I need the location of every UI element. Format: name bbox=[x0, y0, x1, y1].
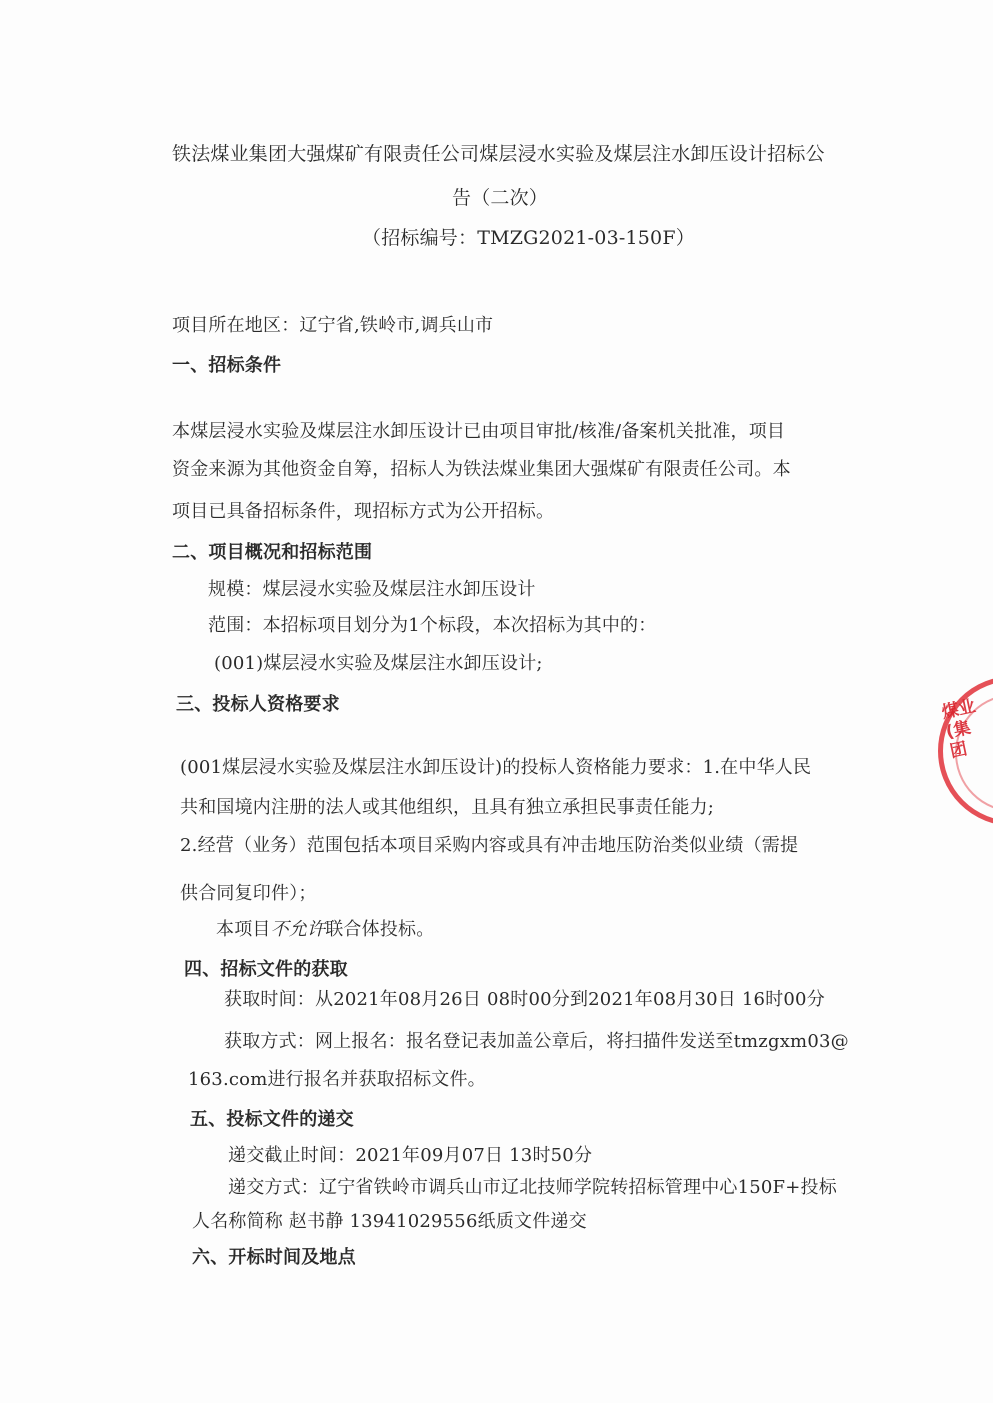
section-4-heading: 四、招标文件的获取 bbox=[184, 959, 348, 980]
section-4-method: 获取方式：网上报名：报名登记表加盖公章后，将扫描件发送至tmzgxm03@ bbox=[224, 1031, 849, 1052]
section-5-method: 递交方式：辽宁省铁岭市调兵山市辽北技师学院转招标管理中心150F+投标 bbox=[228, 1177, 837, 1198]
project-location: 项目所在地区：辽宁省,铁岭市,调兵山市 bbox=[172, 315, 494, 336]
consortium-prefix: 本项目 bbox=[216, 919, 271, 940]
section-3-heading: 三、投标人资格要求 bbox=[176, 694, 340, 715]
section-3-text-line: 供合同复印件）； bbox=[180, 883, 317, 904]
section-2-scale: 规模：煤层浸水实验及煤层注水卸压设计 bbox=[208, 579, 536, 600]
section-1-text-line: 资金来源为其他资金自筹，招标人为铁法煤业集团大强煤矿有限责任公司。本 bbox=[172, 459, 791, 480]
section-6-heading: 六、开标时间及地点 bbox=[192, 1247, 356, 1268]
company-seal-text: 煤业(集团 bbox=[939, 696, 978, 763]
consortium-italic: 不允许 bbox=[270, 919, 326, 940]
section-3-text-line: 2.经营（业务）范围包括本项目采购内容或具有冲击地压防治类似业绩（需提 bbox=[180, 835, 799, 856]
section-5-deadline: 递交截止时间：2021年09月07日 13时50分 bbox=[228, 1145, 593, 1166]
section-4-method-cont: 163.com进行报名并获取招标文件。 bbox=[188, 1069, 486, 1090]
section-3-text-line: 共和国境内注册的法人或其他组织，且具有独立承担民事责任能力; bbox=[180, 797, 715, 818]
consortium-suffix: 联合体投标。 bbox=[325, 919, 435, 940]
title-line-2: 告（二次） bbox=[452, 187, 549, 209]
section-2-range: 范围：本招标项目划分为1个标段，本次招标为其中的： bbox=[208, 615, 657, 636]
section-1-heading: 一、招标条件 bbox=[172, 355, 282, 376]
section-5-method-cont: 人名称简称 赵书静 13941029556纸质文件递交 bbox=[192, 1211, 587, 1232]
section-1-text-line: 本煤层浸水实验及煤层注水卸压设计已由项目审批/核准/备案机关批准，项目 bbox=[172, 421, 786, 442]
title-line-1: 铁法煤业集团大强煤矿有限责任公司煤层浸水实验及煤层注水卸压设计招标公 bbox=[172, 143, 825, 165]
section-1-text-line: 项目已具备招标条件，现招标方式为公开招标。 bbox=[172, 501, 555, 522]
section-2-heading: 二、项目概况和招标范围 bbox=[172, 542, 373, 563]
section-3-text-line: (001煤层浸水实验及煤层注水卸压设计)的投标人资格能力要求：1.在中华人民 bbox=[180, 757, 812, 778]
section-2-lot: (001)煤层浸水实验及煤层注水卸压设计; bbox=[214, 653, 543, 674]
section-5-heading: 五、投标文件的递交 bbox=[190, 1109, 354, 1130]
tender-code: （招标编号：TMZG2021-03-150F） bbox=[362, 227, 695, 249]
section-4-time: 获取时间：从2021年08月26日 08时00分到2021年08月30日 16时00分 bbox=[224, 989, 825, 1010]
consortium-note bbox=[216, 918, 434, 942]
